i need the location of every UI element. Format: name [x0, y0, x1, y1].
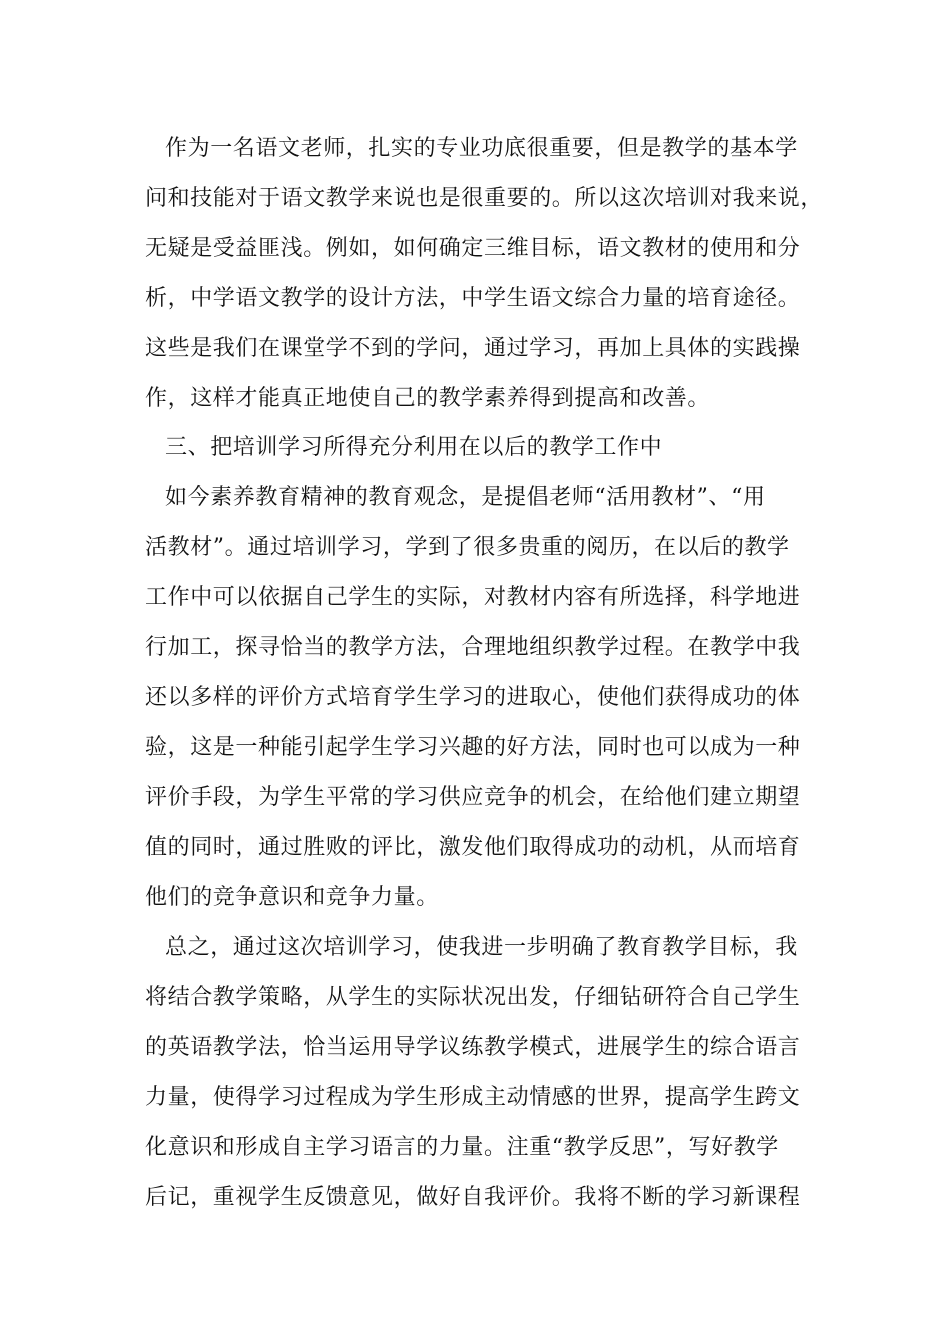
paragraph-2-line-4: 行加工，探寻恰当的教学方法，合理地组织教学过程。在教学中我 [145, 635, 801, 660]
paragraph-1-line-1: 作为一名语文老师，扎实的专业功底很重要，但是教学的基本学 [165, 136, 798, 161]
paragraph-2-line-3: 工作中可以依据自己学生的实际，对教材内容有所选择，科学地进 [145, 585, 801, 610]
paragraph-2-line-7: 评价手段，为学生平常的学习供应竞争的机会，在给他们建立期望 [145, 785, 801, 810]
paragraph-3-line-5: 化意识和形成自主学习语言的力量。注重“教学反思”，写好教学 [145, 1135, 779, 1160]
paragraph-1-line-2: 问和技能对于语文教学来说也是很重要的。所以这次培训对我来说， [145, 186, 824, 211]
paragraph-3-line-3: 的英语教学法，恰当运用导学议练教学模式，进展学生的综合语言 [145, 1035, 801, 1060]
paragraph-3-line-6: 后记，重视学生反馈意见，做好自我评价。我将不断的学习新课程 [145, 1185, 801, 1210]
paragraph-1-line-5: 这些是我们在课堂学不到的学问，通过学习，再加上具体的实践操 [145, 336, 801, 361]
section-heading: 三、把培训学习所得充分利用在以后的教学工作中 [165, 435, 663, 460]
paragraph-2-line-9: 他们的竞争意识和竞争力量。 [145, 885, 439, 910]
paragraph-2-line-5: 还以多样的评价方式培育学生学习的进取心，使他们获得成功的体 [145, 685, 801, 710]
paragraph-3-line-1: 总之，通过这次培训学习，使我进一步明确了教育教学目标，我 [165, 935, 798, 960]
paragraph-3-line-2: 将结合教学策略，从学生的实际状况出发，仔细钻研符合自己学生 [145, 985, 801, 1010]
paragraph-2-line-8: 值的同时，通过胜败的评比，激发他们取得成功的动机，从而培育 [145, 835, 801, 860]
paragraph-2-line-6: 验，这是一种能引起学生学习兴趣的好方法，同时也可以成为一种 [145, 735, 801, 760]
paragraph-1-line-6: 作，这样才能真正地使自己的教学素养得到提高和改善。 [145, 386, 711, 411]
paragraph-1-line-3: 无疑是受益匪浅。例如，如何确定三维目标，语文教材的使用和分 [145, 236, 801, 261]
paragraph-2-line-1: 如今素养教育精神的教育观念，是提倡老师“活用教材”、“用 [165, 485, 766, 510]
paragraph-3-line-4: 力量，使得学习过程成为学生形成主动情感的世界，提高学生跨文 [145, 1085, 801, 1110]
paragraph-2-line-2: 活教材”。通过培训学习，学到了很多贵重的阅历，在以后的教学 [145, 535, 790, 560]
paragraph-1-line-4: 析，中学语文教学的设计方法，中学生语文综合力量的培育途径。 [145, 286, 801, 311]
